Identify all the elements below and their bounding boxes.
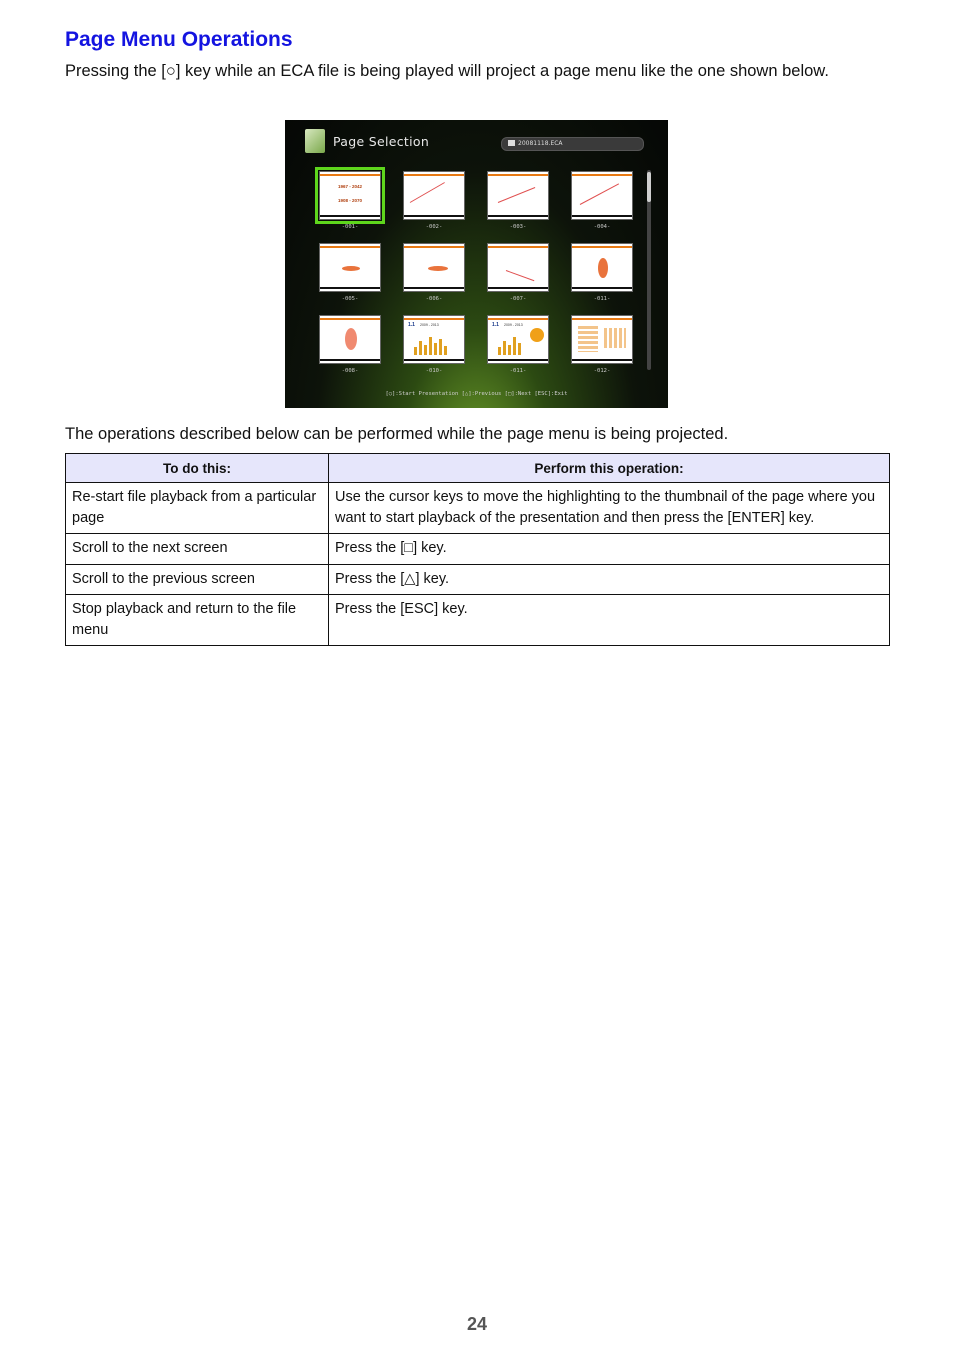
page-thumbnail[interactable] [571,315,633,364]
page-title: Page Menu Operations [65,28,293,51]
thumbnail-label: -012- [593,368,611,374]
table-row [66,595,890,646]
page-thumbnail[interactable] [319,243,381,292]
thumbnail-label: -011- [509,368,527,374]
thumbnail-label: -004- [593,224,611,230]
thumbnail-text: 2009 - 2013 [504,323,523,327]
screen-title: Page Selection [333,134,430,149]
column-header: Perform this operation: [329,454,890,483]
intro-paragraph: Pressing the [○] key while an ECA file is being played will project a page menu like the one shown below. [65,62,829,80]
thumbnail-text: 1.1 [408,322,415,328]
thumbnail-label: -003- [509,224,527,230]
table-header-row [66,454,890,483]
page-thumbnail[interactable] [571,243,633,292]
page-thumbnail[interactable] [487,171,549,220]
page-thumbnail[interactable] [487,315,549,364]
table-cell: Scroll to the next screen [66,534,329,565]
page-thumbnail[interactable] [403,243,465,292]
folder-icon [508,140,515,146]
page-thumbnail[interactable] [319,171,381,220]
table-cell: Scroll to the previous screen [66,564,329,595]
table-cell: Press the [ESC] key. [329,595,890,646]
thumbnail-label: -006- [425,296,443,302]
thumbnail-text: 1967 - 2042 [337,184,363,189]
thumbnail-text: 1.1 [492,322,499,328]
page-selection-logo-icon [305,129,325,153]
thumbnail-scrollbar[interactable] [647,170,651,370]
file-path: 20081118.ECA [518,140,563,147]
thumbnail-text: 1908 - 2070 [337,198,363,203]
thumbnail-label: -002- [425,224,443,230]
page-thumbnail[interactable] [571,171,633,220]
thumbnail-label: -011- [593,296,611,302]
table-lead-paragraph: The operations described below can be performed while the page menu is being projected. [65,425,729,443]
page-thumbnail[interactable] [319,315,381,364]
thumbnail-label: -001- [341,224,359,230]
table-row [66,564,890,595]
page-thumbnail[interactable] [403,315,465,364]
thumbnail-label: -008- [341,368,359,374]
page-number: 24 [466,1314,488,1334]
table-cell: Press the [△] key. [329,564,890,595]
scrollbar-thumb[interactable] [647,172,651,202]
table-cell: Re-start file playback from a particular page [66,483,329,534]
screen-key-hints: [○]:Start Presentation [△]:Previous [□]:Next [ESC]:Exit [385,391,568,397]
page-thumbnail[interactable] [487,243,549,292]
table-cell: Press the [□] key. [329,534,890,565]
page-thumbnail[interactable] [403,171,465,220]
table-row [66,483,890,534]
thumbnail-label: -005- [341,296,359,302]
page-selection-screenshot [285,120,668,408]
thumbnail-label: -007- [509,296,527,302]
table-cell: Use the cursor keys to move the highlighting to the thumbnail of the page where you want to start playback of the presentation and then press the [ENTER] key. [329,483,890,534]
table-row [66,534,890,565]
thumbnail-text: 2009 - 2013 [420,323,439,327]
table-cell: Stop playback and return to the file menu [66,595,329,646]
file-path-bar [501,137,644,151]
operations-table [65,453,890,646]
thumbnail-label: -010- [425,368,443,374]
column-header: To do this: [66,454,329,483]
